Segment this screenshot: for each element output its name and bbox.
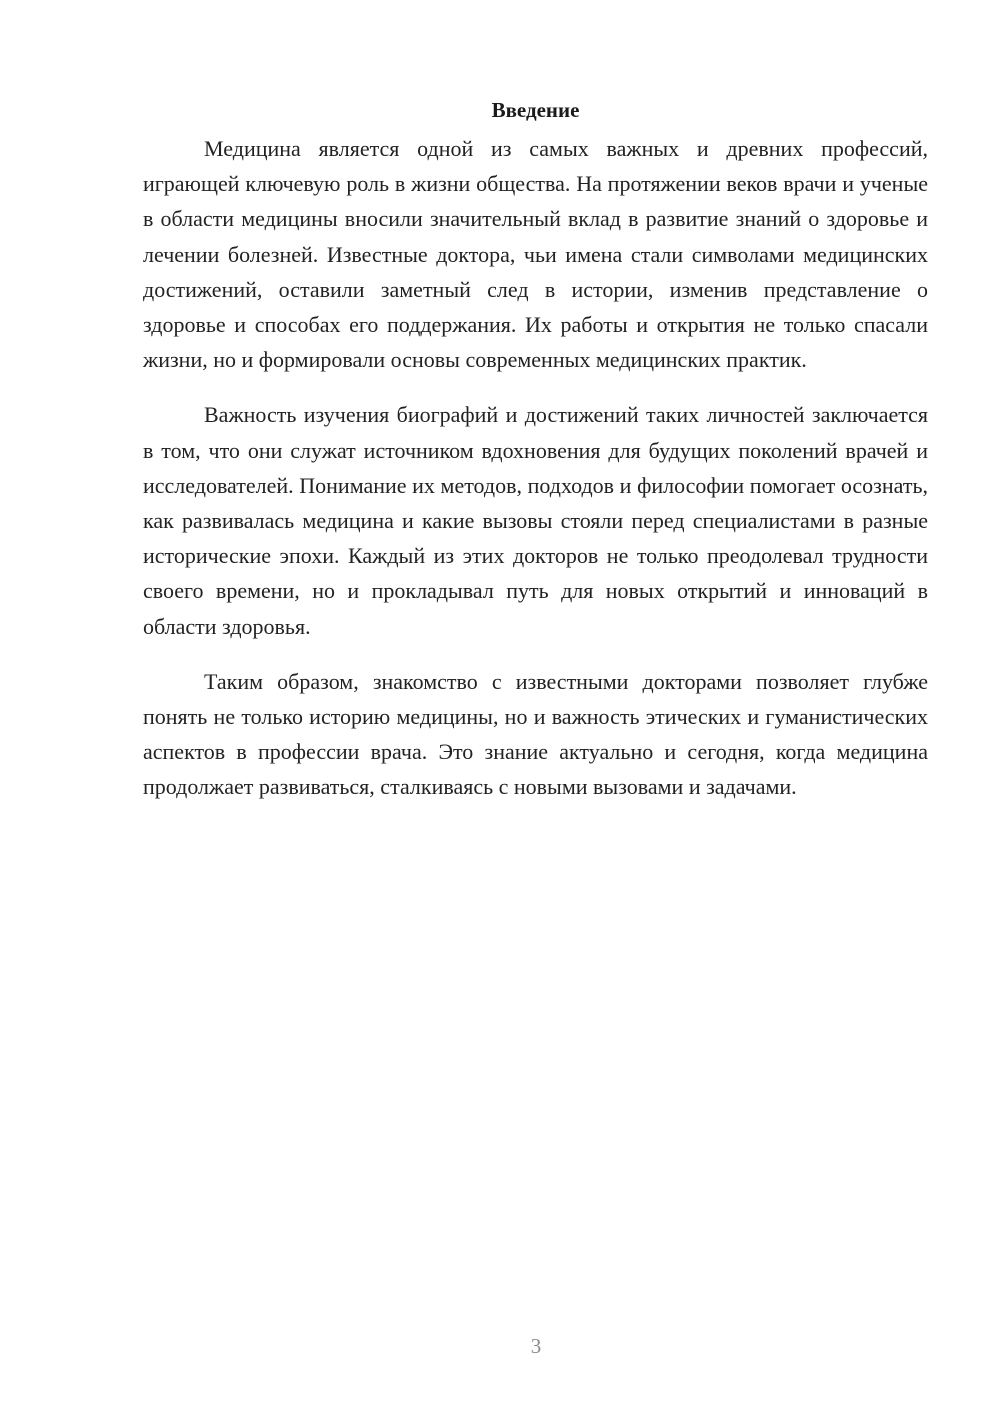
page-content <box>143 95 928 825</box>
page-number: 3 <box>530 1334 542 1358</box>
paragraph-3: Таким образом, знакомство с известными докторами позволяет глубже понять не только историю медицины, но и важность этических и гуманистических аспектов в профессии врача. Это знание актуально и сегодня, когда медицина продолжает развиваться, сталкиваясь с новыми вызовами и задачами. <box>143 668 928 800</box>
section-heading: Введение <box>491 98 580 122</box>
paragraph-2: Важность изучения биографий и достижений таких личностей заключается в том, что они служат источником вдохновения для будущих поколений врачей и исследователей. Понимание их методов, подходов и философии помогает осознать, как развивалась медицина и какие вызовы стояли перед специалистами в разные исторические эпохи. Каждый из этих докторов не только преодолевал трудности своего времени, но и прокладывал путь для новых открытий и инноваций в области здоровья. <box>143 402 928 639</box>
paragraph-1: Медицина является одной из самых важных и древних профессий, играющей ключевую роль в жизни общества. На протяжении веков врачи и ученые в области медицины вносили значительный вклад в развитие знаний о здоровье и лечении болезней. Известные доктора, чьи имена стали символами медицинских достижений, оставили заметный след в истории, изменив представление о здоровье и способах его поддержания. Их работы и открытия не только спасали жизни, но и формировали основы современных медицинских практик. <box>143 136 928 373</box>
